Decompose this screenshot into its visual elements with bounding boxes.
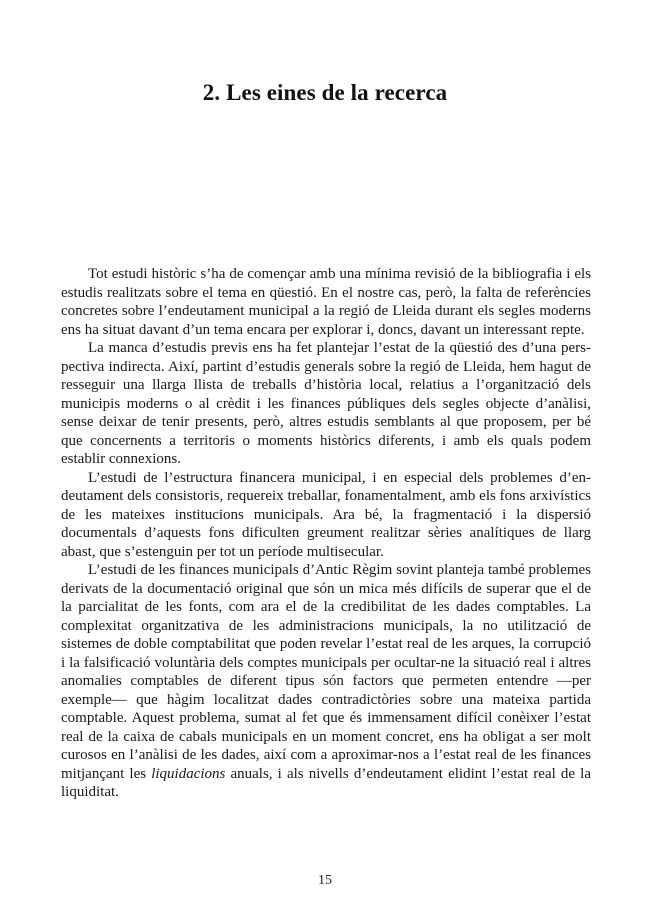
paragraph-3: L’estudi de l’estructura financera municipal, i en especial dels problemes d’endeutament dels consistoris, requereix treballar, fonamentalment, amb els fons arxivístics de les mateixes institucions municipals. Ara bé, la fragmentació i la dispersió documentals d’aquests fons dificulten greument realitzar sèries analítiques de llarg abast, que s’estenguin per tot un període multisecular. xyxy=(61,469,591,560)
page-number: 15 xyxy=(318,873,332,888)
chapter-title: 2. Les eines de la recerca xyxy=(202,80,448,105)
body-text xyxy=(61,265,591,802)
paragraph-2: La manca d’estudis previs ens ha fet plantejar l’estat de la qüestió des d’una perspectiva indirecta. Així, partint d’estudis generals sobre la regió de Lleida, hem hagut de resseguir una llarga llista de treballs d’història local, relatius a l’organització dels municipis moderns o al crèdit i les finances públiques dels segles objecte d’anàlisi, sense deixar de tenir presents, però, altres estudis semblants al que proposem, per bé que concernents a territoris o moments històrics diferents, i amb els quals podem establir connexions. xyxy=(61,340,591,467)
paragraph-4 xyxy=(61,561,591,802)
italic-term: liquidacions xyxy=(151,765,226,782)
paragraph-4-text-start: L’estudi de les finances municipals d’Antic Règim sovint planteja també problemes derivats de la documentació original que són un mica més difícils de superar que el de la parcialitat de les fonts, com ara el de la credibilitat de les dades comptables. La complexitat organitzativa de les administracions municipals, la no utilització de sistemes de doble comptabilitat que poden revelar l’estat real de les arques, la corrupció i la falsificació voluntària dels comptes municipals per ocultar-ne la situació real i altres anomalies comptables de diferent tipus són factors que permeten entendre —per exemple— que hàgim localitzat dades contradictòries sobre una mateixa partida comptable. Aquest problema, sumat al fet que és immensament difícil conèixer l’estat real de la caixa de cabals municipals en un moment concret, ens ha obligat a ser molt curosos en l’anàlisi de les dades, així com a aproximar-nos a l’estat real de les finances mitjançant les xyxy=(61,562,591,782)
paragraph-4-text-end: anuals, i als nivells d’endeutament elidint l’estat real de la liquiditat. xyxy=(61,765,591,800)
paragraph-1: Tot estudi històric s’ha de començar amb una mínima revisió de la bibliografia i els estudis realitzats sobre el tema en qüestió. En el nostre cas, però, la falta de referències concretes sobre l’endeutament municipal a la regió de Lleida durant els segles moderns ens ha situat davant d’un tema encara per explorar i, doncs, davant un interessant repte. xyxy=(61,266,591,338)
